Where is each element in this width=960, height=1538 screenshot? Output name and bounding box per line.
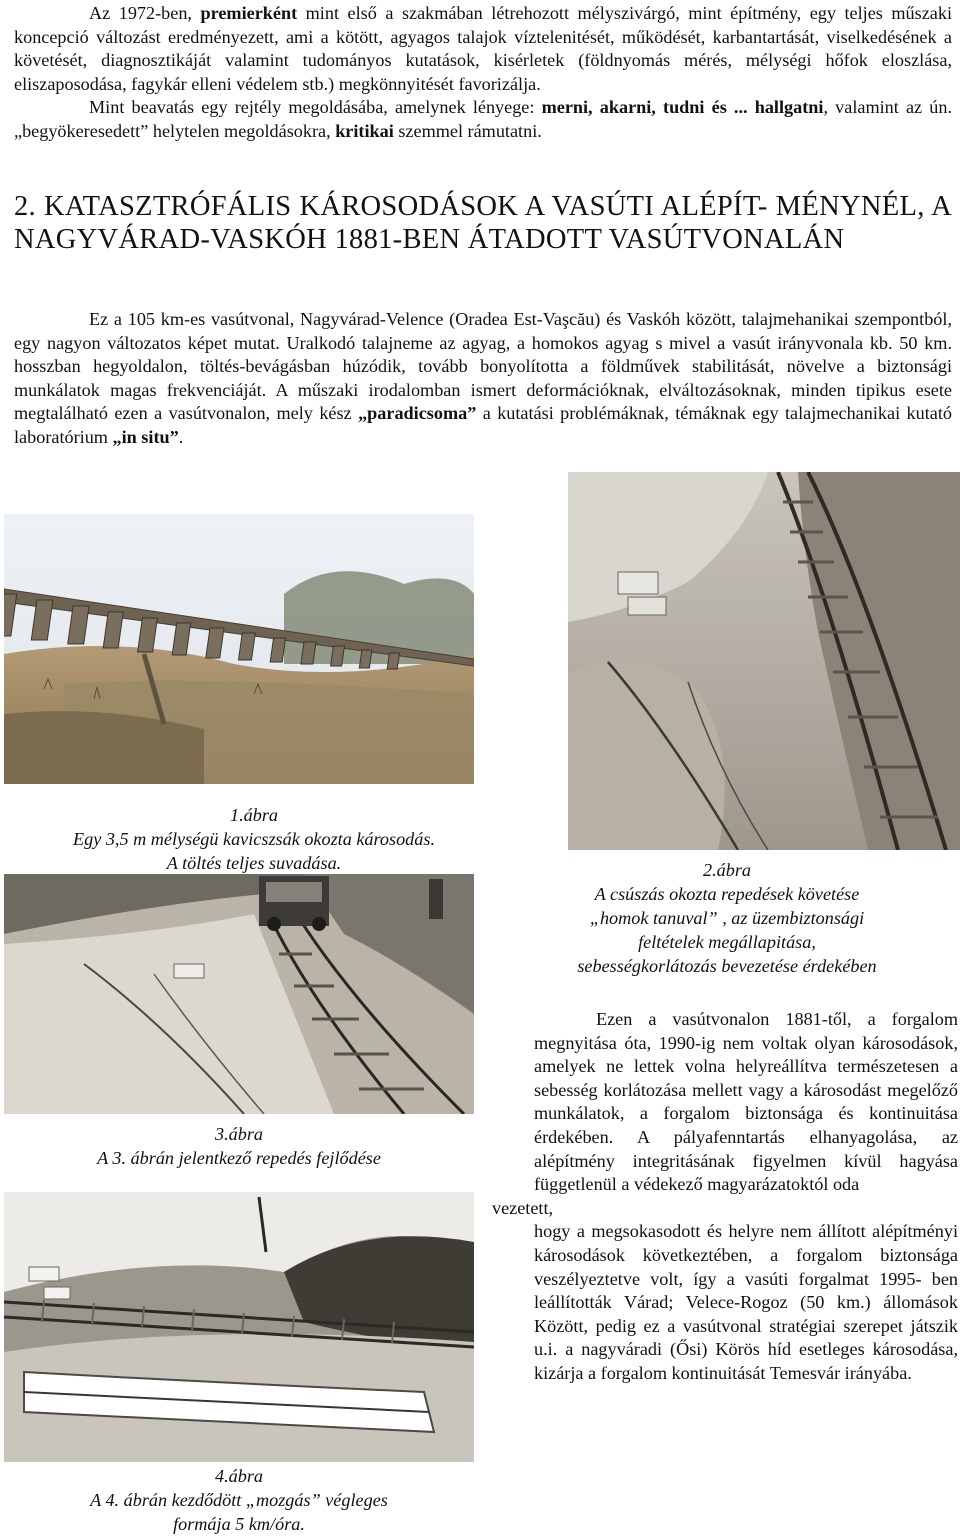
figure-1-caption: 1.ábra Egy 3,5 m mélységü kavicszsák okozta károsodás. A töltés teljes suvadása. — [4, 803, 504, 875]
figure-3-number: 3.ábra — [215, 1124, 263, 1144]
figure-3-caption: 3.ábra A 3. ábrán jelentkező repedés fejlődése — [4, 1122, 474, 1170]
motto-bold: merni, akarni, tudni és ... hallgatni — [541, 97, 824, 118]
right-paragraph-2: hogy a megsokasodott és helyre nem állított alépítményi károsodások következtében, a forgalom biztonsága veszélyeztetve volt, így a vasúti forgalmat 1995- ben leállították Várad; Velece-Rogoz (50 km.) állomások Között, pedig ez a vasútvonal stratégiai szerepet játszik u.i. a nagyváradi (Ősi) Körös híd esetleges károsodása, kizárja a forgalom kontinuitását Temesvár irányába. — [534, 1221, 958, 1383]
right-column-text — [492, 1008, 958, 1386]
figure-3-photo — [4, 874, 474, 1114]
paradicsoma-bold: „paradicsoma” — [358, 403, 477, 424]
figure-4-number: 4.ábra — [215, 1466, 263, 1486]
figure-2-caption: 2.ábra A csúszás okozta repedések követése „homok tanuval” , az üzembiztonsági feltételek megállapitása, sebességkorlátozás bevezetése érdekében — [522, 858, 932, 978]
intro-paragraph-2: Mint beavatás egy rejtély megoldásába, amelynek lényege: merni, akarni, tudni és ... hallgatni, valamint az ún. „begyökeresedett” helytelen megoldásokra, kritikai szemmel rámutatni. — [14, 97, 952, 141]
intro-block — [14, 2, 952, 144]
critical-bold: kritikai — [335, 120, 394, 141]
section-heading: 2. KATASZTRÓFÁLIS KÁROSODÁSOK A VASÚTI ALÉPÍT- MÉNYNÉL, A NAGYVÁRAD-VASKÓH 1881-BEN ÁTADOTT VASÚTVONALÁN — [14, 191, 952, 255]
section-paragraph: Ez a 105 km-es vasútvonal, Nagyvárad-Velence (Oradea Est-Vaşcău) és Vaskóh között, talajmehanikai szempontból, egy nagyon változatos képet mutat. Uralkodó talajneme az agyag, a homokos agyag s mivel a vasút irányvonala kb. 50 km. hosszban hegyoldalon, töltés-bevágásban húzódik, tovább bonyolította a földművek stabilitását, növelve a biztonsági munkálatok magas frekvenciáját. A műszaki irodalomban ismert deformációknak, elváltozásoknak, minden tipikus esete megtalálható ezen a vasútvonalon, mely kész „paradicsoma” a kutatási problémáknak, témáknak egy talajmechanikai kutató laboratórium „in situ”. — [14, 309, 952, 447]
premier-keyword: premierként — [200, 3, 298, 23]
right-paragraph-vezetett: vezetett, — [492, 1197, 554, 1218]
figure-1-number: 1.ábra — [230, 805, 278, 825]
in-situ-bold: „in situ” — [112, 426, 179, 447]
figure-1-photo — [4, 514, 474, 784]
right-paragraph-1: Ezen a vasútvonalon 1881-től, a forgalom megnyitása óta, 1990-ig nem voltak olyan károsodások, amelyek ne lettek volna helyreállítva természetesen a sebesség korlátozása mellett vagy a károsodást megelőző munkálatok, a forgalom biztonsága és kontinuitása érdekében. A pályafenntartás elhanyagolása, az alépítmény integritásának figyelmen kívül hagyása függetlenül a védekező magyarázatoktól oda — [534, 1009, 958, 1195]
figure-2-photo — [568, 472, 960, 850]
figure-2-number: 2.ábra — [703, 860, 751, 880]
intro-paragraph-1: Az 1972-ben, premierként mint első a szakmában létrehozott mélyszivárgó, mint építmény, egy teljes műszaki koncepció változást eredményezett, ami a kötött, agyagos talajok víztelenitését, működését, karbantartását, viselkedésének a követését, diagnosztikáját valamint tudományos kutatások, kisérletek (földnyomás mérés, mélységi hőfok eloszlása, eliszaposodása, fagykár elleni védelem stb.) megkönnyitését favorizálja. — [14, 3, 952, 94]
figure-4-caption: 4.ábra A 4. ábrán kezdődött „mozgás” végleges formája 5 km/óra. — [4, 1464, 474, 1536]
figure-4-photo — [4, 1192, 474, 1462]
